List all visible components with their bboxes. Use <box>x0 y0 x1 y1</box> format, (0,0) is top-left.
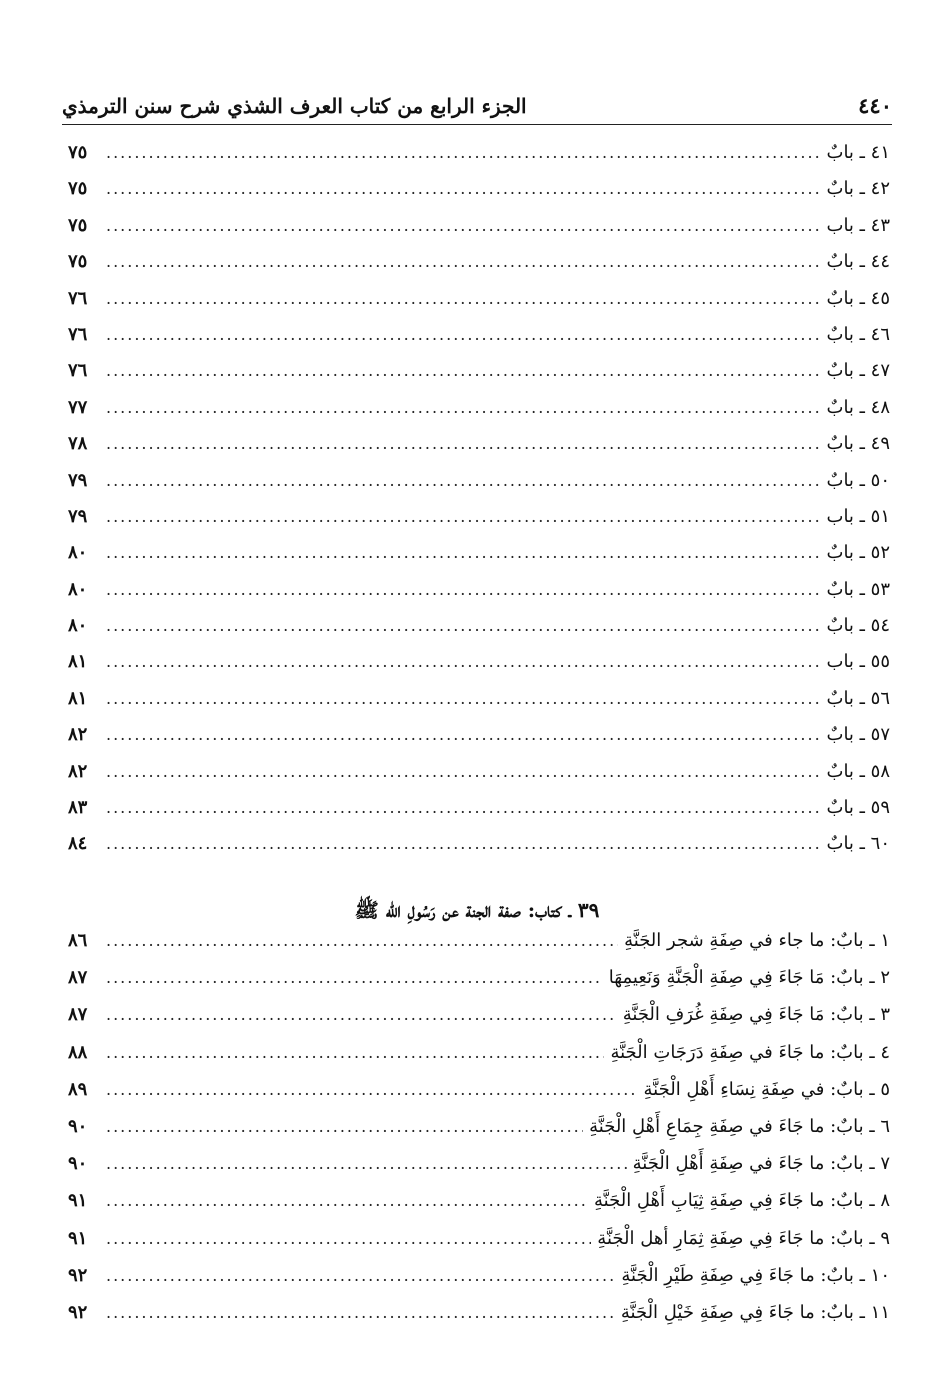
chapter-title: ٩ ـ بابٌ: ما جَاءَ فِي صِفَةِ ثِمَارِ أهل الْجَنَّةِ <box>597 1227 890 1249</box>
toc-row <box>68 1302 890 1339</box>
chapter-title: ٤٣ ـ باب <box>826 214 890 236</box>
page-number: ٤٤٠ <box>858 93 892 118</box>
dot-leader <box>106 398 821 417</box>
page-ref: ٨٠ <box>68 542 88 564</box>
toc-row <box>68 506 890 542</box>
toc-row <box>68 1079 890 1116</box>
dot-leader <box>106 1043 604 1062</box>
dot-leader <box>106 143 821 162</box>
dot-leader <box>106 798 821 817</box>
dot-leader <box>106 1117 583 1136</box>
chapter-title: ٥٦ ـ بابٌ <box>826 687 890 709</box>
toc-row <box>68 215 890 251</box>
toc-row <box>68 967 890 1004</box>
dot-leader <box>106 507 821 526</box>
chapter-title: ٥ ـ بابٌ: في صِفَةِ نِسَاءِ أَهْلِ الْجَنَّةِ <box>643 1078 890 1100</box>
page-ref: ٩١ <box>68 1190 88 1212</box>
dot-leader <box>106 580 821 599</box>
toc-row <box>68 688 890 724</box>
chapter-title: ٢ ـ بابٌ: مَا جَاءَ فِي صِفَةِ الْجَنَّةِ وَنَعِيمِهَا <box>608 967 890 989</box>
toc-row <box>68 615 890 651</box>
dot-leader <box>106 289 821 308</box>
page-ref: ٨٧ <box>68 1004 88 1026</box>
dot-leader <box>106 834 821 853</box>
toc-row <box>68 761 890 797</box>
chapter-title: ٤٧ ـ بابٌ <box>826 360 890 382</box>
dot-leader <box>106 652 821 671</box>
toc-row <box>68 579 890 615</box>
page-ref: ٨٩ <box>68 1078 88 1100</box>
chapter-title: ٤٤ ـ بابٌ <box>826 251 890 273</box>
chapter-title: ٤٩ ـ بابٌ <box>826 433 890 455</box>
dot-leader <box>106 216 821 235</box>
toc-row <box>68 1228 890 1265</box>
chapter-title: ١ ـ بابٌ: ما جاء في صِفَةِ شجر الجَنَّةِ <box>624 930 890 951</box>
dot-leader <box>106 1080 638 1099</box>
page-ref: ٨٠ <box>68 578 88 600</box>
chapter-title: ٥٧ ـ بابٌ <box>826 724 890 746</box>
dot-leader <box>106 1229 591 1248</box>
dot-leader <box>106 325 821 344</box>
chapter-title: ٧ ـ بابٌ: ما جَاءَ في صِفَةِ أَهْلِ الْجَنَّةِ <box>632 1153 890 1175</box>
page-ref: ٧٦ <box>68 360 88 382</box>
chapter-title: ٥٣ ـ بابٌ <box>826 578 890 600</box>
page-ref: ٩٠ <box>68 1115 88 1137</box>
page-ref: ٧٩ <box>68 469 88 491</box>
chapter-title: ٦ ـ بابٌ: ما جَاءَ في صِفَةِ جِمَاعِ أَهْلِ الْجَنَّةِ <box>589 1115 890 1137</box>
page-ref: ٧٨ <box>68 433 88 455</box>
toc-row <box>68 651 890 687</box>
toc-row <box>68 251 890 287</box>
chapter-title: ٤٦ ـ بابٌ <box>826 323 890 345</box>
dot-leader <box>106 1191 588 1210</box>
toc-row <box>68 930 890 967</box>
toc-row <box>68 1116 890 1153</box>
dot-leader <box>106 689 821 708</box>
section-heading: ٣٩ ـ كتاب: صفة الجنة عن رَسُولِ الله ﷺ <box>354 898 600 922</box>
chapter-list-part2 <box>68 930 890 1339</box>
toc-row <box>68 1153 890 1190</box>
dot-leader <box>106 968 603 987</box>
chapter-title: ٥٥ ـ باب <box>826 651 890 673</box>
chapter-title: ٤٥ ـ بابٌ <box>826 287 890 309</box>
chapter-title: ٤٢ ـ بابٌ <box>826 178 890 200</box>
dot-leader <box>106 434 821 453</box>
chapter-title: ٤ ـ بابٌ: ما جَاءَ في صِفَةِ دَرَجَاتِ الْجَنَّةِ <box>610 1041 890 1063</box>
dot-leader <box>106 616 821 635</box>
dot-leader <box>106 1154 627 1173</box>
dot-leader <box>106 361 821 380</box>
chapter-title: ٥٩ ـ بابٌ <box>826 797 890 819</box>
page-ref: ٨٠ <box>68 615 88 637</box>
dot-leader <box>106 1303 615 1322</box>
chapter-title: ١٠ ـ بابٌ: ما جَاءَ فِي صِفَةِ طَيْرِ الْجَنَّةِ <box>621 1264 890 1286</box>
page-ref: ٧٥ <box>68 142 88 163</box>
header-rule <box>62 124 892 125</box>
chapter-title: ٤٨ ـ بابٌ <box>826 396 890 418</box>
page-ref: ٧٥ <box>68 251 88 273</box>
dot-leader <box>106 725 821 744</box>
dot-leader <box>106 1266 615 1285</box>
page-ref: ٨٧ <box>68 967 88 989</box>
page-ref: ٩٢ <box>68 1301 88 1323</box>
page-ref: ٧٦ <box>68 287 88 309</box>
toc-row <box>68 360 890 396</box>
chapter-title: ٥٢ ـ بابٌ <box>826 542 890 564</box>
dot-leader <box>106 543 821 562</box>
page-ref: ٨٢ <box>68 760 88 782</box>
chapter-title: ١١ ـ بابٌ: ما جَاءَ فِي صِفَةِ خَيْلِ الْجَنَّةِ <box>620 1301 890 1323</box>
page-ref: ٩٠ <box>68 1153 88 1175</box>
page-ref: ٧٩ <box>68 505 88 527</box>
chapter-title: ٥٤ ـ بابٌ <box>826 615 890 637</box>
toc-row <box>68 724 890 760</box>
toc-row <box>68 1190 890 1227</box>
page-ref: ٧٦ <box>68 323 88 345</box>
toc-row <box>68 797 890 833</box>
chapter-list-part1 <box>68 142 890 870</box>
dot-leader <box>106 931 618 950</box>
page-ref: ٨٢ <box>68 724 88 746</box>
page-ref: ٩٢ <box>68 1264 88 1286</box>
dot-leader <box>106 252 821 271</box>
running-title: الجزء الرابع من كتاب العرف الشذي شرح سنن الترمذي <box>62 94 527 118</box>
toc-row <box>68 1265 890 1302</box>
page-ref: ٧٥ <box>68 178 88 200</box>
chapter-title: ٥٠ ـ بابٌ <box>826 469 890 491</box>
page-ref: ٨٨ <box>68 1041 88 1063</box>
toc-row <box>68 470 890 506</box>
chapter-title: ٥٨ ـ بابٌ <box>826 760 890 782</box>
page-ref: ٨١ <box>68 651 88 673</box>
toc-row <box>68 178 890 214</box>
page-ref: ٧٧ <box>68 396 88 418</box>
page-ref: ٨٣ <box>68 797 88 819</box>
dot-leader <box>106 762 821 781</box>
toc-row <box>68 1042 890 1079</box>
toc-row <box>68 833 890 869</box>
dot-leader <box>106 1005 617 1024</box>
chapter-title: ٨ ـ بابٌ: ما جَاءَ فِي صِفَةِ ثِيَابِ أَهْلِ الْجَنَّةِ <box>594 1190 890 1212</box>
toc-row <box>68 324 890 360</box>
chapter-title: ٤١ ـ بابٌ <box>826 142 890 163</box>
page-header <box>62 84 892 120</box>
toc-row <box>68 397 890 433</box>
toc-row <box>68 288 890 324</box>
toc-row <box>68 142 890 178</box>
page-ref: ٨٦ <box>68 930 88 951</box>
dot-leader <box>106 179 821 198</box>
page-ref: ٨٤ <box>68 833 88 855</box>
page-ref: ٩١ <box>68 1227 88 1249</box>
chapter-title: ٦٠ ـ بابٌ <box>826 833 890 855</box>
page-ref: ٧٥ <box>68 214 88 236</box>
toc-row <box>68 1004 890 1041</box>
dot-leader <box>106 471 821 490</box>
toc-row <box>68 542 890 578</box>
toc-row <box>68 433 890 469</box>
page-ref: ٨١ <box>68 687 88 709</box>
chapter-title: ٥١ ـ باب <box>826 505 890 527</box>
chapter-title: ٣ ـ بابٌ: مَا جَاءَ فِي صِفَةِ غُرَفِ الْجَنَّةِ <box>622 1004 890 1026</box>
